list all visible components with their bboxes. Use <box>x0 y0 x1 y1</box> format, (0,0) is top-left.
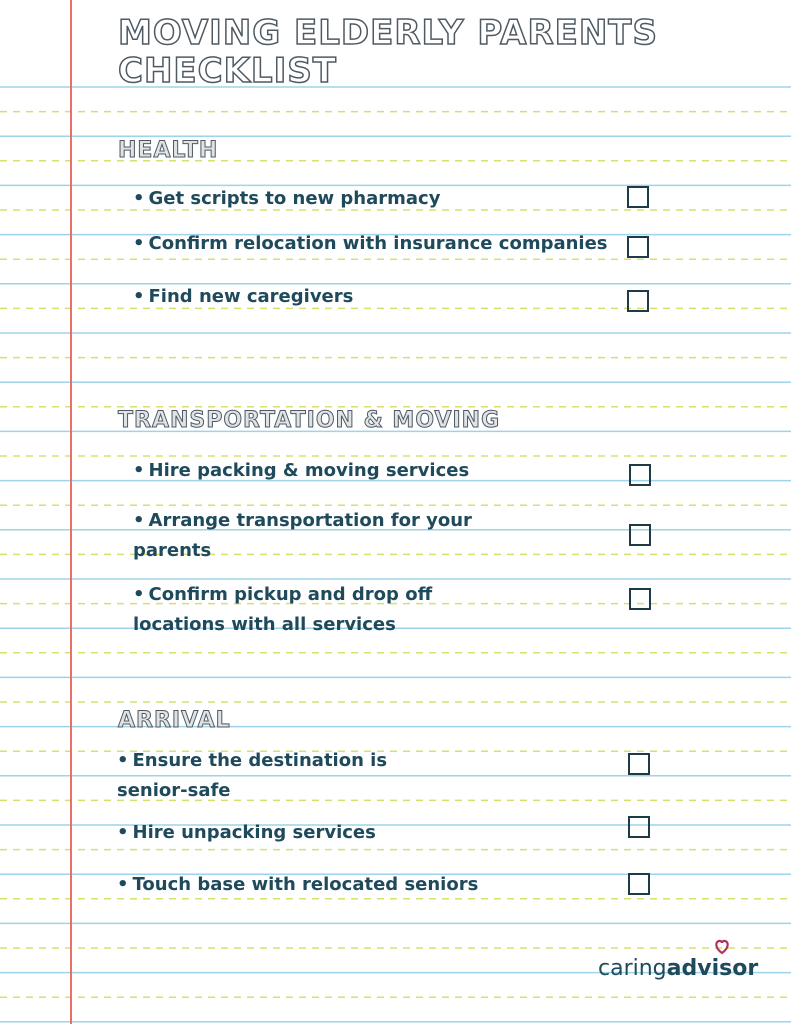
item-label: Hire unpacking services <box>132 822 376 843</box>
item-label-continued: locations with all services <box>133 614 396 635</box>
bullet: • <box>133 188 145 209</box>
title-line-2: CHECKLIST <box>118 51 337 91</box>
item-label: Confirm relocation with insurance companies <box>148 233 608 254</box>
logo-text-advisor: advisor <box>666 956 759 981</box>
bullet: • <box>117 822 129 843</box>
checkbox[interactable] <box>627 290 649 312</box>
checkbox[interactable] <box>627 236 649 258</box>
bullet: • <box>133 584 145 605</box>
checklist-item <box>133 456 469 486</box>
bullet: • <box>117 874 129 895</box>
section-title-transportation: TRANSPORTATION & MOVING <box>118 408 501 433</box>
bullet: • <box>133 286 145 307</box>
page-title <box>118 14 658 90</box>
checklist-item <box>117 746 387 806</box>
checkbox[interactable] <box>629 524 651 546</box>
item-label: Find new caregivers <box>148 286 354 307</box>
item-label: Get scripts to new pharmacy <box>148 188 441 209</box>
bullet: • <box>133 233 145 254</box>
bullet: • <box>133 510 145 531</box>
section-title-arrival: ARRIVAL <box>118 708 231 733</box>
checklist-item <box>133 282 353 312</box>
item-label: Touch base with relocated seniors <box>132 874 479 895</box>
checklist-item <box>133 580 432 640</box>
checkbox[interactable] <box>629 588 651 610</box>
checklist-item <box>117 818 376 848</box>
checkbox[interactable] <box>629 464 651 486</box>
logo-text-caring: caring <box>598 956 667 981</box>
checkbox[interactable] <box>628 753 650 775</box>
item-label: Ensure the destination is <box>132 750 388 771</box>
checklist-item <box>133 184 440 214</box>
checkbox[interactable] <box>628 873 650 895</box>
margin-rule <box>70 0 72 1024</box>
item-label-continued: parents <box>133 540 212 561</box>
title-line-1: MOVING ELDERLY PARENTS <box>118 13 658 53</box>
checklist-item <box>133 506 472 566</box>
checkbox[interactable] <box>628 816 650 838</box>
bullet: • <box>117 750 129 771</box>
caring-advisor-logo <box>598 952 758 986</box>
checklist-item <box>117 870 478 900</box>
section-title-health: HEALTH <box>118 138 219 163</box>
checklist-item <box>133 229 608 259</box>
bullet: • <box>133 460 145 481</box>
item-label: Hire packing & moving services <box>148 460 470 481</box>
item-label: Arrange transportation for your <box>148 510 472 531</box>
item-label-continued: senior-safe <box>117 780 231 801</box>
item-label: Confirm pickup and drop off <box>148 584 433 605</box>
checkbox[interactable] <box>627 186 649 208</box>
